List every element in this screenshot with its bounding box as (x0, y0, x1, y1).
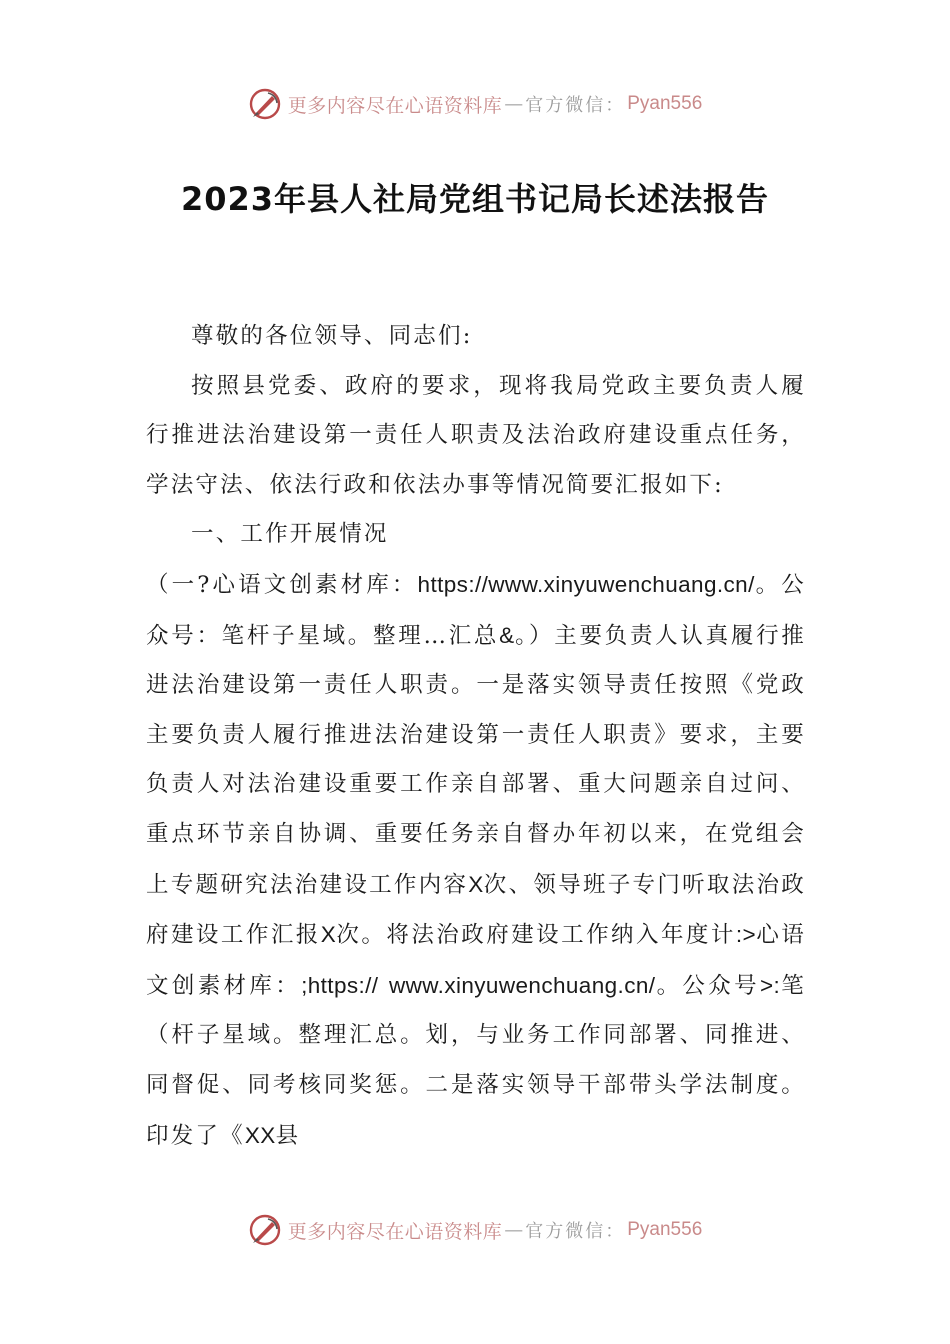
banner-text: 更多内容尽在心语资料库 (287, 94, 503, 117)
pen-logo-icon (248, 1213, 282, 1247)
banner-official-label: 官方微信： (525, 1221, 626, 1242)
banner-wechat-id: Pyan556 (627, 1219, 703, 1240)
body-paragraph: （一?心语文创素材库：https://www.xinyuwenchuang.cn/。公众号：笔杆子星域。整理…汇总&。）主要负责人认真履行推进法治建设第一责任人职责。一是落实领导责任按照《党政主要负责人履行推进法治建设第一责任人职责》要求，主要负责人对法治建设重要工作亲自部署、重大问题亲自过问、重点环节亲自协调、重要任务亲自督办年初以来，在党组会上专题研究法治建设工作内容X次、领导班子专门听取法治政府建设工作汇报X次。将法治政府建设工作纳入年度计:>心语文创素材库：;https:// www.xinyuwenchuang.cn/。公众号>:笔（杆子星域。整理汇总。划，与业务工作同部署、同推进、同督促、同考核同奖惩。二是落实领导干部带头学法制度。印发了《XX县 (146, 571, 807, 1149)
banner-dash: — (504, 93, 524, 115)
banner-official-label: 官方微信： (525, 95, 626, 116)
document-body (146, 312, 806, 1161)
header-watermark-banner (0, 84, 950, 124)
section-heading: 一、工作开展情况 (191, 521, 389, 548)
document-title: 2023年县人社局党组书记局长述法报告 (180, 180, 770, 218)
footer-watermark-banner (0, 1210, 950, 1250)
pen-logo-icon (248, 87, 282, 121)
salutation: 尊敬的各位领导、同志们: (191, 323, 473, 349)
banner-text: 更多内容尽在心语资料库 (287, 1220, 503, 1243)
banner-dash: — (504, 1219, 524, 1241)
intro-paragraph: 按照县党委、政府的要求，现将我局党政主要负责人履行推进法治建设第一责任人职责及法治政府建设重点任务，学法守法、依法行政和依法办事等情况简要汇报如下: (146, 372, 806, 498)
banner-wechat-id: Pyan556 (627, 93, 703, 114)
